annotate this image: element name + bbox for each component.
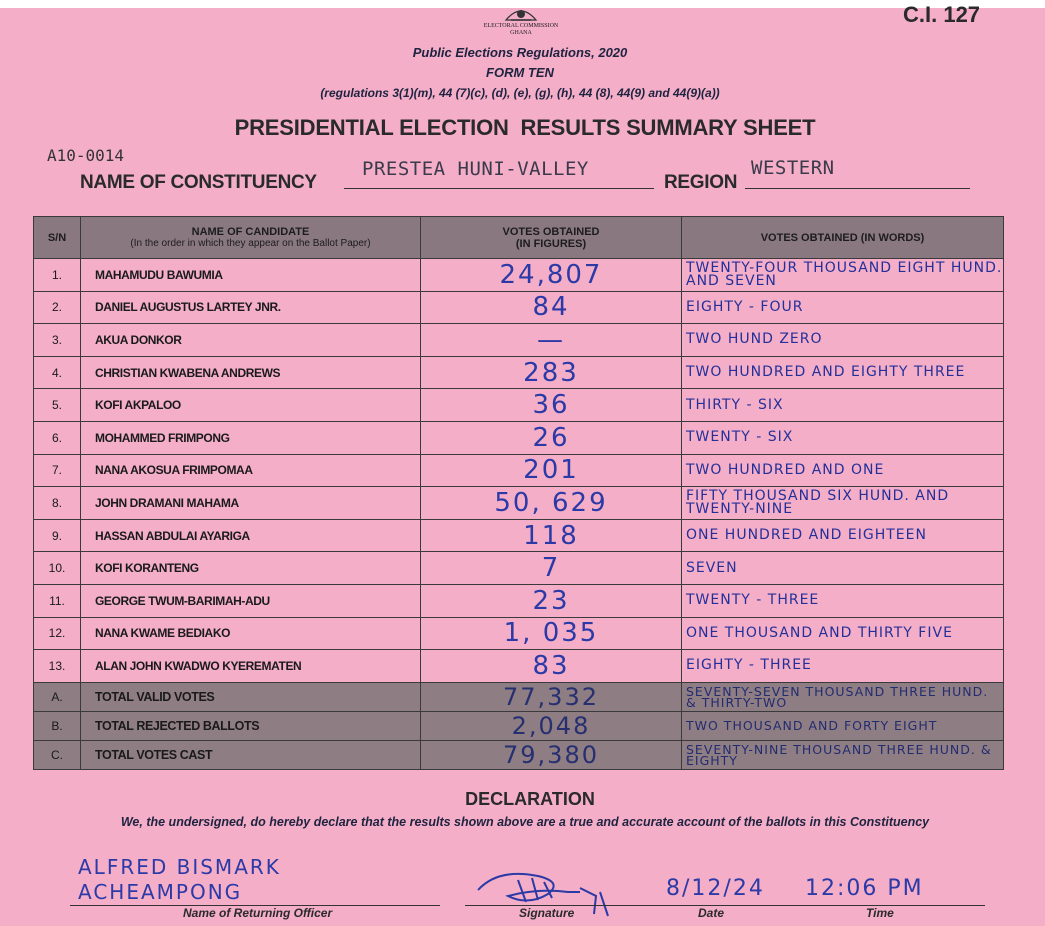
returning-officer-name-line1: ALFRED BISMARK (78, 855, 281, 879)
votes-words: TWO HUNDRED AND EIGHTY THREE (682, 356, 1004, 389)
votes-words: ONE THOUSAND AND THIRTY FIVE (682, 617, 1004, 650)
sheet-title: PRESIDENTIAL ELECTION RESULTS SUMMARY SHEET (234, 115, 816, 140)
votes-figures: 24,807 (421, 259, 682, 292)
total-row (34, 711, 1004, 740)
commission-name: ELECTORAL COMMISSION GHANA (483, 23, 559, 36)
total-figures: 79,380 (421, 740, 682, 769)
row-sn: 6. (34, 421, 81, 454)
table-row (34, 650, 1004, 683)
total-row (34, 740, 1004, 769)
votes-words: EIGHTY - THREE (682, 650, 1004, 683)
total-sn: C. (34, 740, 81, 769)
header-candidate (81, 217, 421, 259)
table-row (34, 552, 1004, 585)
total-sn: A. (34, 682, 81, 711)
form-code: C.I. 127 (903, 2, 981, 27)
officer-caption: Name of Returning Officer (183, 906, 333, 920)
votes-words: EIGHTY - FOUR (682, 291, 1004, 324)
votes-words: FIFTY THOUSAND SIX HUND. AND TWENTY-NINE (682, 487, 1004, 520)
table-row (34, 324, 1004, 357)
header-figures (421, 217, 682, 259)
total-label: TOTAL REJECTED BALLOTS (81, 711, 421, 740)
time-caption: Time (866, 906, 894, 920)
row-sn: 2. (34, 291, 81, 324)
votes-words: TWENTY - SIX (682, 421, 1004, 454)
votes-figures: 84 (421, 291, 682, 324)
votes-figures: 50, 629 (421, 487, 682, 520)
candidate-name: KOFI KORANTENG (81, 552, 421, 585)
votes-figures: 36 (421, 389, 682, 422)
constituency-value: PRESTEA HUNI-VALLEY (362, 158, 589, 180)
votes-figures: 283 (421, 356, 682, 389)
returning-officer-name-line2: ACHEAMPONG (78, 880, 243, 904)
candidate-name: ALAN JOHN KWADWO KYEREMATEN (81, 650, 421, 683)
row-sn: 13. (34, 650, 81, 683)
electoral-commission-emblem-icon (503, 4, 539, 22)
region-underline (745, 188, 970, 189)
time-value: 12:06 PM (805, 876, 924, 901)
table-row (34, 487, 1004, 520)
table-row (34, 584, 1004, 617)
total-words: SEVENTY-SEVEN THOUSAND THREE HUND. & THIRTY-TWO (682, 682, 1004, 711)
region-value: WESTERN (751, 157, 835, 179)
region-label: REGION (664, 172, 738, 193)
votes-words: TWO HUND ZERO (682, 324, 1004, 357)
regulations-title: Public Elections Regulations, 2020 (412, 45, 628, 60)
table-row (34, 617, 1004, 650)
votes-figures: 23 (421, 584, 682, 617)
candidate-name: JOHN DRAMANI MAHAMA (81, 487, 421, 520)
row-sn: 4. (34, 356, 81, 389)
results-table (33, 216, 1004, 770)
table-row (34, 259, 1004, 292)
header-candidate-subtitle: (In the order in which they appear on the Ballot Paper) (130, 237, 371, 249)
candidate-name: NANA KWAME BEDIAKO (81, 617, 421, 650)
signature-caption: Signature (519, 906, 575, 920)
header-figures-subtitle: (IN FIGURES) (515, 237, 587, 250)
row-sn: 8. (34, 487, 81, 520)
votes-words: TWENTY - THREE (682, 584, 1004, 617)
date-value: 8/12/24 (666, 876, 765, 901)
constituency-underline (344, 188, 654, 189)
votes-words: TWO HUNDRED AND ONE (682, 454, 1004, 487)
constituency-label: NAME OF CONSTITUENCY (80, 172, 317, 193)
table-row (34, 519, 1004, 552)
row-sn: 3. (34, 324, 81, 357)
candidate-name: NANA AKOSUA FRIMPOMAA (81, 454, 421, 487)
regulations-reference: (regulations 3(1)(m), 44 (7)(c), (d), (e), (g), (h), 44 (8), 44(9) and 44(9)(a)) (320, 86, 720, 100)
total-sn: B. (34, 711, 81, 740)
date-caption: Date (698, 906, 725, 920)
form-number: FORM TEN (486, 65, 554, 80)
total-label: TOTAL VOTES CAST (81, 740, 421, 769)
total-words: TWO THOUSAND AND FORTY EIGHT (682, 711, 1004, 740)
total-label: TOTAL VALID VOTES (81, 682, 421, 711)
header-candidate-title: NAME OF CANDIDATE (191, 225, 310, 238)
declaration-title: DECLARATION (465, 789, 595, 809)
candidate-name: CHRISTIAN KWABENA ANDREWS (81, 356, 421, 389)
candidate-name: DANIEL AUGUSTUS LARTEY JNR. (81, 291, 421, 324)
votes-figures: 7 (421, 552, 682, 585)
table-row (34, 291, 1004, 324)
table-row (34, 356, 1004, 389)
candidate-name: HASSAN ABDULAI AYARIGA (81, 519, 421, 552)
total-row (34, 682, 1004, 711)
row-sn: 12. (34, 617, 81, 650)
votes-words: TWENTY-FOUR THOUSAND EIGHT HUND. AND SEVEN (682, 259, 1004, 292)
total-figures: 2,048 (421, 711, 682, 740)
header-sn: S/N (34, 217, 81, 259)
votes-figures: 1, 035 (421, 617, 682, 650)
candidate-name: AKUA DONKOR (81, 324, 421, 357)
header-figures-title: VOTES OBTAINED (502, 225, 600, 238)
votes-figures: 26 (421, 421, 682, 454)
candidate-name: GEORGE TWUM-BARIMAH-ADU (81, 584, 421, 617)
votes-words: SEVEN (682, 552, 1004, 585)
total-words: SEVENTY-NINE THOUSAND THREE HUND. & EIGHTY (682, 740, 1004, 769)
row-sn: 10. (34, 552, 81, 585)
row-sn: 1. (34, 259, 81, 292)
candidate-name: MAHAMUDU BAWUMIA (81, 259, 421, 292)
candidate-name: KOFI AKPALOO (81, 389, 421, 422)
votes-figures: 201 (421, 454, 682, 487)
row-sn: 11. (34, 584, 81, 617)
row-sn: 7. (34, 454, 81, 487)
table-row (34, 454, 1004, 487)
votes-words: ONE HUNDRED AND EIGHTEEN (682, 519, 1004, 552)
votes-figures: — (421, 324, 682, 357)
votes-words: THIRTY - SIX (682, 389, 1004, 422)
total-figures: 77,332 (421, 682, 682, 711)
table-row (34, 389, 1004, 422)
declaration-text: We, the undersigned, do hereby declare that the results shown above are a true and accurate account of the ballots in this Constituency (120, 815, 930, 829)
header-words: VOTES OBTAINED (IN WORDS) (682, 217, 1004, 259)
table-row (34, 421, 1004, 454)
sheet-code-stamp: A10-0014 (47, 146, 125, 165)
row-sn: 5. (34, 389, 81, 422)
votes-figures: 118 (421, 519, 682, 552)
votes-figures: 83 (421, 650, 682, 683)
row-sn: 9. (34, 519, 81, 552)
candidate-name: MOHAMMED FRIMPONG (81, 421, 421, 454)
